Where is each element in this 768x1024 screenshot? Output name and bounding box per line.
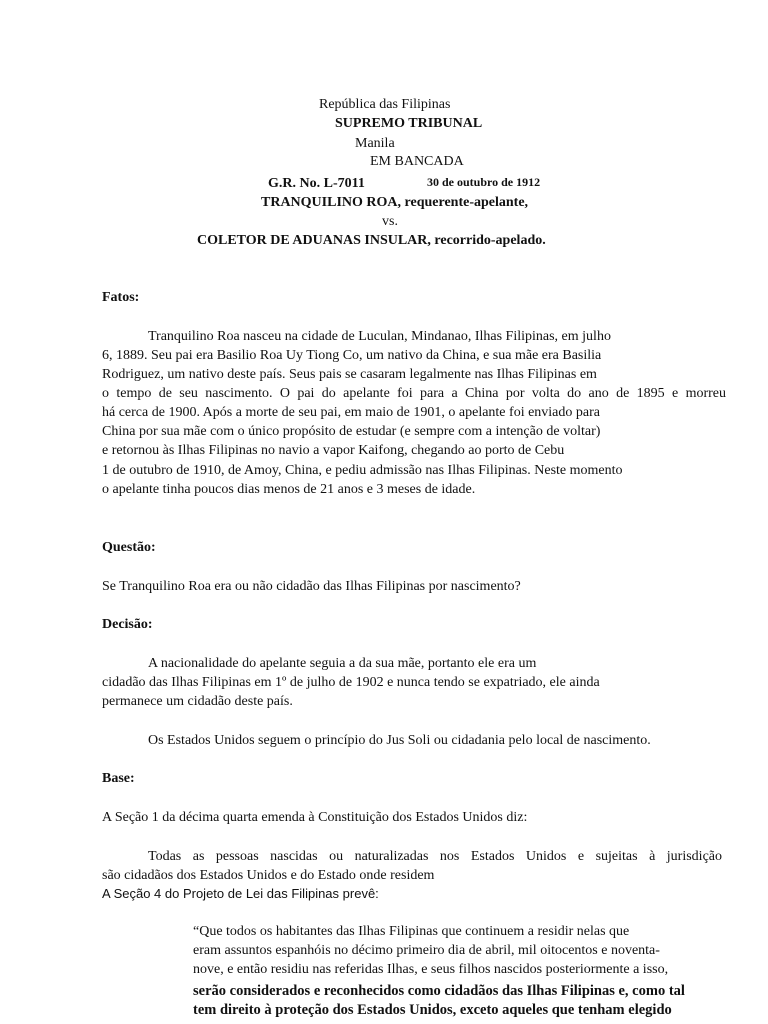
petitioner-name: TRANQUILINO ROA — [261, 195, 398, 210]
respondent-role: , recorrido-apelado. — [427, 233, 546, 248]
basis-intro: A Seção 1 da décima quarta emenda à Constituição dos Estados Unidos diz: — [102, 810, 528, 825]
quote-line: “Que todos os habitantes das Ilhas Filipinas que continuem a residir nelas que — [193, 924, 630, 939]
facts-line: 6, 1889. Seu pai era Basilio Roa Uy Tiong Co, um nativo da China, e sua mãe era Basilia — [102, 348, 602, 363]
petitioner-role: , requerente-apelante, — [397, 195, 529, 210]
issue-text: Se Tranquilino Roa era ou não cidadão das Ilhas Filipinas por nascimento? — [102, 579, 521, 594]
facts-line: Tranquilino Roa nasceu na cidade de Luculan, Mindanao, Ilhas Filipinas, em julho — [148, 329, 611, 344]
amendment-line: Todas as pessoas nascidas ou naturalizadas nos Estados Unidos e sujeitas à jurisdição — [148, 849, 722, 864]
petitioner-line — [261, 193, 528, 212]
section4-intro: A Seção 4 do Projeto de Lei das Filipinas prevê: — [102, 886, 379, 901]
decision-line: A nacionalidade do apelante seguia a da sua mãe, portanto ele era um — [148, 656, 537, 671]
respondent-name: COLETOR DE ADUANAS INSULAR — [197, 233, 428, 248]
decision-heading: Decisão: — [102, 617, 153, 632]
court-name: SUPREMO TRIBUNAL — [335, 116, 483, 131]
decision-second: Os Estados Unidos seguem o princípio do Jus Soli ou cidadania pelo local de nascimento. — [148, 733, 651, 748]
decision-date: 30 de outubro de 1912 — [427, 175, 541, 189]
republic-line: República das Filipinas — [319, 97, 451, 112]
decision-line: permanece um cidadão deste país. — [102, 694, 293, 709]
bench-line: EM BANCADA — [370, 154, 464, 169]
facts-line: Rodriguez, um nativo deste país. Seus pais se casaram legalmente nas Ilhas Filipinas em — [102, 367, 597, 382]
facts-line: o tempo de seu nascimento. O pai do apelante foi para a China por volta do ano de 1895 e morreu — [102, 386, 726, 401]
facts-line: China por sua mãe com o único propósito de estudar (e sempre com a intenção de voltar) — [102, 424, 601, 439]
quote-line: nove, e então residiu nas referidas Ilhas, e seus filhos nascidos posteriormente a isso, — [193, 962, 669, 977]
facts-line: e retornou às Ilhas Filipinas no navio a vapor Kaifong, chegando ao porto de Cebu — [102, 443, 565, 458]
facts-heading: Fatos: — [102, 290, 140, 305]
issue-heading: Questão: — [102, 540, 156, 555]
respondent-line — [197, 231, 546, 250]
amendment-line: são cidadãos dos Estados Unidos e do Estado onde residem — [102, 868, 435, 883]
basis-heading: Base: — [102, 771, 135, 786]
case-number: G.R. No. L-7011 — [268, 176, 365, 191]
city-line: Manila — [355, 136, 395, 151]
facts-line: há cerca de 1900. Após a morte de seu pai, em maio de 1901, o apelante foi enviado para — [102, 405, 600, 420]
facts-line: 1 de outubro de 1910, de Amoy, China, e pediu admissão nas Ilhas Filipinas. Neste momento — [102, 463, 623, 478]
quote-bold-line: tem direito à proteção dos Estados Unidos, exceto aqueles que tenham elegido — [193, 1002, 672, 1018]
quote-bold-line: serão considerados e reconhecidos como cidadãos das Ilhas Filipinas e, como tal — [193, 983, 685, 999]
versus-line: vs. — [382, 214, 398, 229]
quote-line: eram assuntos espanhóis no décimo primeiro dia de abril, mil oitocentos e noventa- — [193, 943, 660, 958]
facts-line: o apelante tinha poucos dias menos de 21 anos e 3 meses de idade. — [102, 482, 476, 497]
decision-line: cidadão das Ilhas Filipinas em 1º de julho de 1902 e nunca tendo se expatriado, ele ainda — [102, 675, 600, 690]
